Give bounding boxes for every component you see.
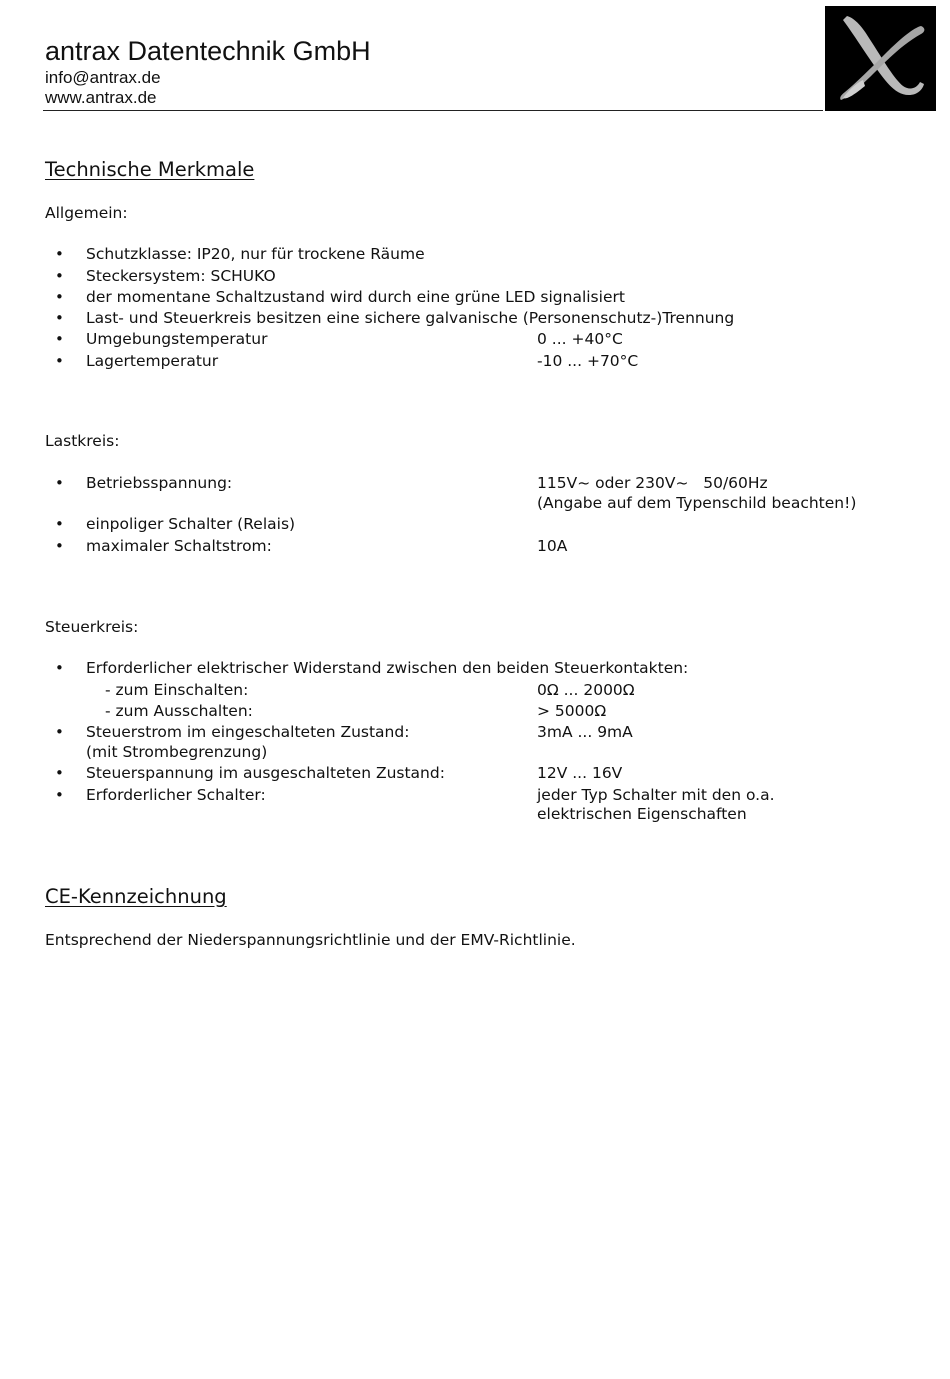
sub-item-value: 0Ω ... 2000Ω	[537, 681, 635, 699]
bullet-icon: •	[55, 659, 64, 677]
bullet-icon: •	[55, 764, 64, 782]
x-brush-logo	[825, 6, 936, 111]
list-item-value: 115V~ oder 230V~ 50/60Hz	[537, 474, 768, 492]
list-item: der momentane Schaltzustand wird durch eine grüne LED signalisiert	[86, 288, 625, 306]
ce-text: Entsprechend der Niederspannungsrichtlinie und der EMV-Richtlinie.	[45, 931, 576, 949]
list-item-label-note: (mit Strombegrenzung)	[86, 743, 268, 761]
list-item-value: 0 ... +40°C	[537, 330, 623, 348]
sub-item-value: > 5000Ω	[537, 702, 607, 720]
bullet-icon: •	[55, 786, 64, 804]
list-item-value: -10 ... +70°C	[537, 352, 639, 370]
company-website: www.antrax.de	[45, 88, 157, 107]
list-item-value: 3mA ... 9mA	[537, 723, 633, 741]
subsection-label-steuerkreis: Steuerkreis:	[45, 618, 139, 636]
header-divider	[43, 110, 823, 111]
bullet-icon: •	[55, 474, 64, 492]
sub-item-label: - zum Ausschalten:	[105, 702, 253, 720]
section-title-ce-kennzeichnung: CE-Kennzeichnung	[45, 885, 227, 908]
bullet-icon: •	[55, 245, 64, 263]
list-item: Schutzklasse: IP20, nur für trockene Räume	[86, 245, 425, 263]
bullet-icon: •	[55, 288, 64, 306]
list-item-label: Betriebsspannung:	[86, 474, 233, 492]
list-item-value: 12V ... 16V	[537, 764, 623, 782]
bullet-icon: •	[55, 267, 64, 285]
list-item-label: Steuerspannung im ausgeschalteten Zustand:	[86, 764, 445, 782]
list-item-value: 10A	[537, 537, 568, 555]
list-item: Steckersystem: SCHUKO	[86, 267, 276, 285]
list-item-label: maximaler Schaltstrom:	[86, 537, 272, 555]
sub-item-label: - zum Einschalten:	[105, 681, 249, 699]
company-email: info@antrax.de	[45, 68, 161, 87]
list-item-label: Umgebungstemperatur	[86, 330, 268, 348]
bullet-icon: •	[55, 515, 64, 533]
list-item-label: Erforderlicher Schalter:	[86, 786, 266, 804]
x-logo-icon	[825, 6, 936, 111]
company-name: antrax Datentechnik GmbH	[45, 36, 371, 66]
bullet-icon: •	[55, 309, 64, 327]
list-item: Last- und Steuerkreis besitzen eine sichere galvanische (Personenschutz-)Trennung	[86, 309, 735, 327]
list-item-label: Steuerstrom im eingeschalteten Zustand:	[86, 723, 410, 741]
subsection-label-lastkreis: Lastkreis:	[45, 432, 120, 450]
bullet-icon: •	[55, 352, 64, 370]
list-item-value-note: (Angabe auf dem Typenschild beachten!)	[537, 494, 857, 512]
list-item-value-note: elektrischen Eigenschaften	[537, 805, 747, 823]
list-item: einpoliger Schalter (Relais)	[86, 515, 296, 533]
list-item: Erforderlicher elektrischer Widerstand zwischen den beiden Steuerkontakten:	[86, 659, 689, 677]
bullet-icon: •	[55, 330, 64, 348]
bullet-icon: •	[55, 723, 64, 741]
list-item-value: jeder Typ Schalter mit den o.a.	[537, 786, 775, 804]
bullet-icon: •	[55, 537, 64, 555]
subsection-label-allgemein: Allgemein:	[45, 204, 128, 222]
list-item-label: Lagertemperatur	[86, 352, 219, 370]
section-title-technische-merkmale: Technische Merkmale	[45, 158, 255, 181]
